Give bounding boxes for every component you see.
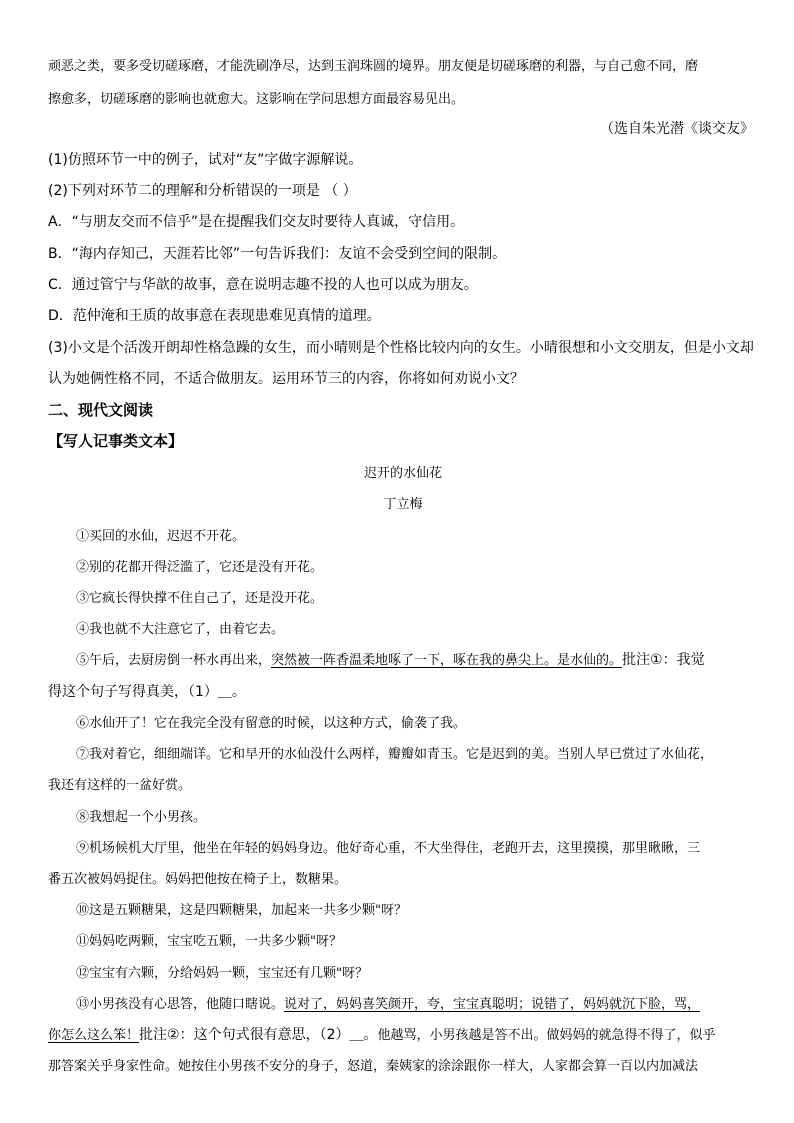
question-2: (2)下列对环节二的理解和分析错误的一项是 （ ） [48, 183, 357, 199]
paragraph-13-cont [48, 1024, 758, 1044]
article-title: 迟开的水仙花 [363, 466, 442, 481]
option-d: D．范仲淹和王质的故事意在表现患难见真情的道理。 [48, 308, 381, 324]
article-author: 丁立梅 [383, 497, 423, 512]
underlined-sentence: 你怎么这么笨！ [48, 1028, 140, 1043]
paragraph-13 [76, 993, 758, 1012]
annotation-2: 批注②：这个句式很有意思，（2）＿。 [139, 1027, 378, 1043]
section-heading: 二、现代文阅读 [48, 401, 154, 419]
paragraph-text: ⑬小男孩没有心思答，他随口瞎说。 [76, 997, 285, 1012]
option-a: A．“与朋友交而不信乎”是在提醒我们交友时要待人真诚，守信用。 [48, 214, 465, 230]
paragraph: ⑪妈妈吃两颗，宝宝吃五颗，一共多少颗"呀？ [76, 934, 342, 949]
paragraph-cont: 番五次被妈妈捉住。妈妈把他按在椅子上，数糖果。 [48, 872, 348, 887]
paragraph-text: 他越骂，小男孩越是答不出。做妈妈的就急得不得了，似乎 [377, 1028, 716, 1043]
question-3: (3)小文是个活泼开朗却性格急躁的女生，而小晴则是个性格比较内向的女生。小晴很想和小文交朋友，但是小文却 [48, 340, 754, 356]
paragraph: ④我也就不大注意它了，由着它去。 [76, 622, 285, 637]
underlined-sentence: 说对了，妈妈喜笑颜开，夸，宝宝真聪明；说错了，妈妈就沉下脸，骂， [284, 997, 701, 1012]
paragraph: ①买回的水仙，迟迟不开花。 [76, 529, 246, 544]
question-1: (1)仿照环节一中的例子，试对“友”字做字源解说。 [48, 152, 363, 168]
question-3-cont: 认为她俩性格不同，不适合做朋友。运用环节三的内容，你将如何劝说小文？ [48, 371, 524, 387]
paragraph-5 [76, 649, 758, 669]
paragraph: ②别的花都开得泛滥了，它还是没有开花。 [76, 560, 324, 575]
annotation-1: 批注①：我觉 [622, 652, 705, 668]
paragraph: ③它疯长得快撑不住自己了，还是没开花。 [76, 591, 324, 606]
underlined-sentence: 突然被一阵香温柔地啄了一下，啄在我的鼻尖上。是水仙的。 [271, 653, 623, 668]
paragraph-cont: 我还有这样的一盆好赏。 [48, 778, 192, 793]
paragraph-5-cont: 得这个句子写得真美，（1）＿。 [48, 684, 246, 700]
paragraph: ⑨机场候机大厅里，他坐在年轻的妈妈身边。他好奇心重，不大坐得住，老跑开去，这里摸摸，那里瞅瞅，三 [76, 841, 701, 856]
option-c: C．通过管宁与华歆的故事，意在说明志趣不投的人也可以成为朋友。 [48, 277, 478, 293]
paragraph: ⑩这是五颗糖果，这是四颗糖果，加起来一共多少颗"呀？ [76, 903, 407, 918]
paragraph-13-cont: 那答案关乎身家性命。她按住小男孩不安分的身子，怒道，秦姨家的涂涂跟你一样大，人家都会算一百以内加减法 [48, 1059, 699, 1074]
paragraph: ⑦我对着它，细细端详。它和早开的水仙没什么两样，瓣瓣如青玉。它是迟到的美。当别人早已赏过了水仙花， [76, 747, 714, 762]
paragraph: ⑧我想起一个小男孩。 [76, 810, 207, 825]
paragraph: ⑫宝宝有六颗，分给妈妈一颗，宝宝还有几颗"呀？ [76, 966, 368, 981]
paragraph: ⑥水仙开了！它在我完全没有留意的时候，以这种方式，偷袭了我。 [76, 716, 467, 731]
passage-source: （选自朱光潜《谈交友》 [600, 121, 754, 137]
passage-line: 擦愈多，切磋琢磨的影响也就愈大。这影响在学问思想方面最容易见出。 [48, 92, 465, 107]
passage-line: 顽恶之类，要多受切磋琢磨，才能洗刷净尽，达到玉润珠圆的境界。朋友便是切磋琢磨的利器，与自己愈不同，磨 [48, 59, 699, 74]
section-subheading: 【写人记事类文本】 [48, 432, 184, 450]
paragraph-text: ⑤午后，去厨房倒一杯水再出来， [76, 653, 272, 668]
option-b: B．“海内存知己，天涯若比邻”一句告诉我们：友谊不会受到空间的限制。 [48, 246, 507, 262]
